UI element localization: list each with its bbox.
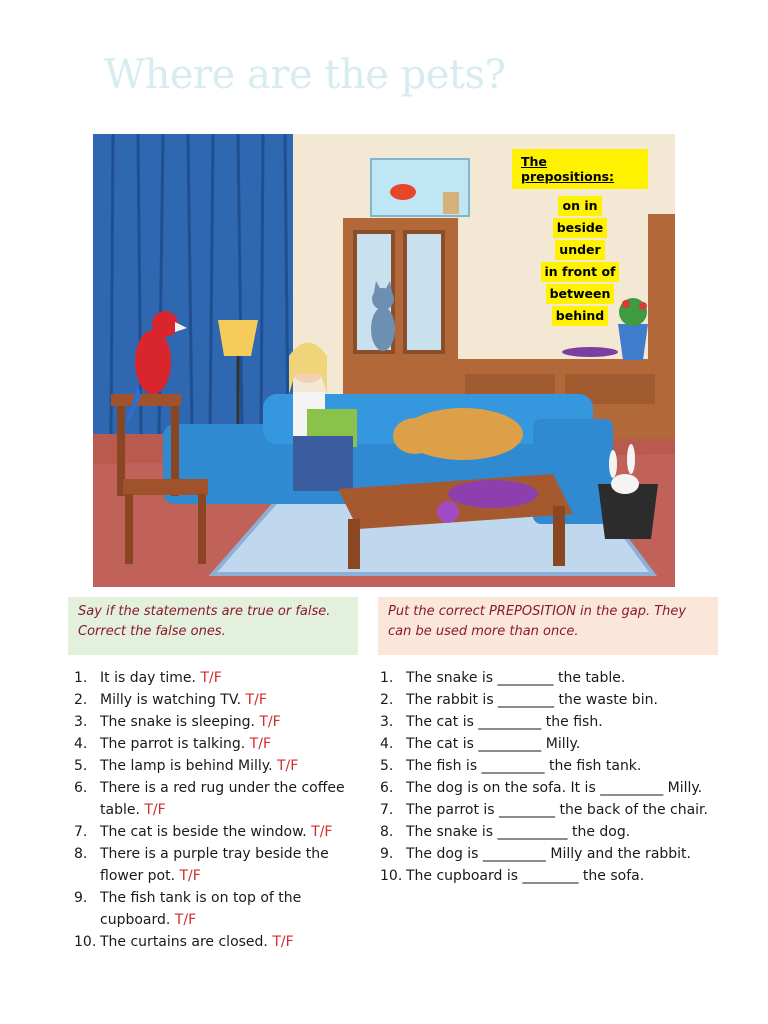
item-number: 4. — [380, 736, 394, 752]
list-item — [74, 887, 364, 931]
list-item — [380, 843, 710, 865]
item-number: 7. — [380, 802, 394, 818]
preposition-instruction: Put the correct PREPOSITION in the gap. They can be used more than once. — [378, 597, 718, 655]
preposition-item: between — [546, 284, 615, 304]
true-false-instruction: Say if the statements are true or false. Correct the false ones. — [68, 597, 358, 655]
true-false-marker: T/F — [276, 758, 299, 774]
list-item — [380, 755, 710, 777]
item-number: 1. — [74, 670, 88, 686]
item-number: 9. — [74, 890, 88, 906]
true-false-marker: T/F — [311, 824, 333, 840]
gap-sentence: The cat is _________ the fish. — [406, 714, 603, 730]
true-false-marker: T/F — [245, 692, 267, 708]
true-false-marker: T/F — [259, 714, 281, 730]
list-item — [74, 755, 364, 777]
list-item — [74, 777, 364, 821]
list-item — [380, 711, 710, 733]
item-number: 6. — [74, 780, 88, 796]
item-number: 6. — [380, 780, 394, 796]
statement-text: The curtains are closed. — [100, 934, 268, 950]
item-number: 3. — [74, 714, 88, 730]
item-number: 5. — [380, 758, 394, 774]
preposition-item: under — [555, 240, 604, 260]
true-false-marker: T/F — [174, 912, 197, 928]
prepositions-heading: The prepositions: — [512, 149, 648, 189]
gap-sentence: The cupboard is ________ the sofa. — [406, 868, 645, 884]
statement-text: There is a red rug under the coffee table. — [100, 780, 345, 818]
item-number: 9. — [380, 846, 394, 862]
statement-text: There is a purple tray beside the flower pot. — [100, 846, 329, 884]
page-title: Where are the pets? — [104, 52, 506, 98]
statement-text: The snake is sleeping. — [100, 714, 255, 730]
gap-sentence: The parrot is ________ the back of the chair. — [406, 802, 708, 818]
item-number: 7. — [74, 824, 88, 840]
item-number: 5. — [74, 758, 88, 774]
item-number: 10. — [74, 934, 97, 950]
item-number: 4. — [74, 736, 88, 752]
statement-text: It is day time. — [100, 670, 196, 686]
item-number: 10. — [380, 868, 403, 884]
statement-text: The cat is beside the window. — [100, 824, 307, 840]
list-item — [74, 711, 364, 733]
prepositions-box — [512, 149, 648, 327]
preposition-item: in front of — [541, 262, 620, 282]
cat-illustration — [371, 281, 395, 351]
list-item — [74, 821, 364, 843]
list-item — [380, 865, 710, 887]
gap-sentence: The dog is on the sofa. It is _________ Milly. — [406, 780, 703, 796]
list-item — [380, 799, 710, 821]
living-room-illustration — [93, 134, 675, 587]
list-item — [74, 689, 364, 711]
preposition-item: beside — [553, 218, 608, 238]
statement-text: The lamp is behind Milly. — [100, 758, 273, 774]
gap-sentence: The snake is ________ the table. — [406, 670, 626, 686]
gap-sentence: The fish is _________ the fish tank. — [406, 758, 642, 774]
list-item — [74, 843, 364, 887]
list-item — [380, 777, 710, 799]
list-item — [380, 689, 710, 711]
gap-sentence: The cat is _________ Milly. — [406, 736, 581, 752]
true-false-marker: T/F — [144, 802, 166, 818]
list-item — [380, 733, 710, 755]
statement-text: Milly is watching TV. — [100, 692, 242, 708]
true-false-marker: T/F — [179, 868, 201, 884]
item-number: 3. — [380, 714, 394, 730]
preposition-item: behind — [552, 306, 608, 326]
true-false-marker: T/F — [249, 736, 271, 752]
item-number: 2. — [380, 692, 394, 708]
preposition-item: on in — [558, 196, 601, 216]
item-number: 1. — [380, 670, 394, 686]
list-item — [74, 931, 364, 953]
item-number: 8. — [380, 824, 394, 840]
list-item — [74, 733, 364, 755]
true-false-list — [74, 667, 364, 953]
gap-sentence: The rabbit is ________ the waste bin. — [406, 692, 658, 708]
gap-sentence: The snake is __________ the dog. — [406, 824, 631, 840]
statement-text: The fish tank is on top of the cupboard. — [100, 890, 302, 928]
true-false-marker: T/F — [272, 934, 294, 950]
list-item — [380, 821, 710, 843]
list-item — [74, 667, 364, 689]
statement-text: The parrot is talking. — [100, 736, 246, 752]
item-number: 8. — [74, 846, 88, 862]
true-false-marker: T/F — [200, 670, 222, 686]
purple-tray — [562, 347, 618, 357]
gap-sentence: The dog is _________ Milly and the rabbit. — [406, 846, 691, 862]
preposition-gap-list — [380, 667, 710, 887]
list-item — [380, 667, 710, 689]
item-number: 2. — [74, 692, 88, 708]
